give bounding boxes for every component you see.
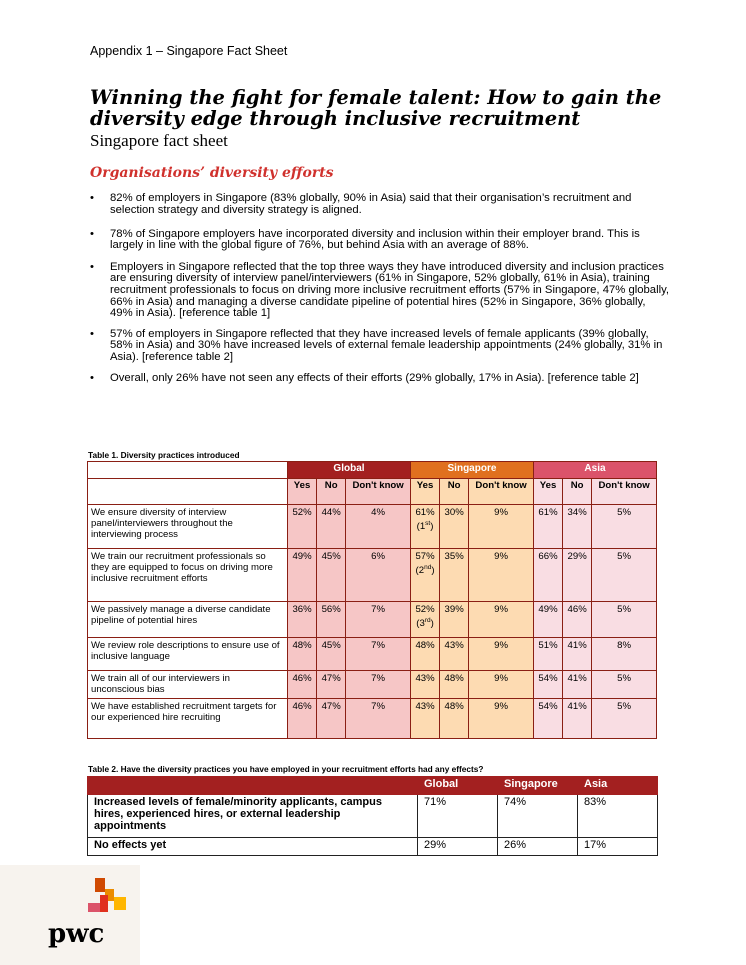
table2-corner — [88, 777, 418, 795]
table-row — [88, 602, 657, 638]
table-cell: 17% — [578, 838, 658, 856]
table-cell: 44% — [317, 505, 346, 549]
bullet-text: Employers in Singapore reflected that the top three ways they have introduced diversity and inclusion practices are ensuring diversity of interview panel/interviewers (61% in Singapore, 52% globally, 61% in Asia), training recruitment professionals to focus on driving more inclusive recruitment efforts (57% in Singapore, 47% globally, 66% in Asia) and managing a diverse candidate pipeline of potential hires (52% in Singapore, 36% globally, 49% in Asia). [reference table 1] — [110, 260, 670, 320]
table-cell: 54% — [533, 671, 562, 699]
table-cell: 39% — [440, 602, 469, 638]
table1-subheader: Yes — [533, 479, 562, 505]
bullet-list — [90, 193, 670, 397]
table-cell: 9% — [469, 505, 534, 549]
rank-text: (2 — [415, 565, 425, 577]
table-cell: 66% — [533, 549, 562, 602]
table2-header-singapore: Singapore — [498, 777, 578, 795]
table1-subheader: Yes — [410, 479, 439, 505]
table-cell: 71% — [418, 795, 498, 838]
table-cell: 43% — [410, 671, 439, 699]
table-cell: 8% — [592, 638, 657, 671]
bullet-text: 78% of Singapore employers have incorporated diversity and inclusion within their employer brand. This is largely in line with the global figure of 76%, but behind Asia with an average of 88%. — [110, 227, 640, 252]
table1-subheader: Don't know — [469, 479, 534, 505]
logo-block — [100, 895, 108, 912]
table-cell: 7% — [346, 699, 411, 739]
table-cell: 46% — [563, 602, 592, 638]
table-cell: 30% — [440, 505, 469, 549]
cell-value: 57% — [415, 551, 435, 562]
table-cell: 46% — [288, 699, 317, 739]
table1-subheader: No — [440, 479, 469, 505]
bullet-item — [90, 193, 670, 216]
table-cell: 48% — [410, 638, 439, 671]
table-cell: 52% — [288, 505, 317, 549]
bullet-text: 57% of employers in Singapore reflected that they have increased levels of female applicants (39% globally, 58% in Asia) and 30% have increased levels of external female leadership appointments (24% globally, 31% in Asia). [reference table 2] — [110, 327, 663, 364]
table1-corner-sub — [88, 479, 288, 505]
table-cell: 6% — [346, 549, 411, 602]
table-row — [88, 638, 657, 671]
table-cell: 9% — [469, 638, 534, 671]
row-label: No effects yet — [88, 838, 418, 856]
table-row — [88, 838, 658, 856]
table-cell — [410, 602, 439, 638]
table-row — [88, 671, 657, 699]
table1-caption: Table 1. Diversity practices introduced — [88, 450, 240, 460]
pwc-logo — [0, 865, 140, 965]
row-label: We have established recruitment targets for our experienced hire recruiting — [88, 699, 288, 739]
table-cell: 74% — [498, 795, 578, 838]
row-label: We train our recruitment professionals so they are equipped to focus on driving more inclusive recruitment efforts — [88, 549, 288, 602]
row-label: Increased levels of female/minority applicants, campus hires, experienced hires, or external leadership appointments — [88, 795, 418, 838]
table1-group-singapore: Singapore — [410, 462, 533, 479]
table-cell: 5% — [592, 505, 657, 549]
table1-subheader: No — [563, 479, 592, 505]
title-line-1: Winning the fight for female talent: How to gain the — [90, 86, 662, 109]
rank-text: (3 — [416, 618, 425, 630]
table-cell: 56% — [317, 602, 346, 638]
document-subtitle: Singapore fact sheet — [90, 131, 228, 150]
table1-subheader: No — [317, 479, 346, 505]
table1-corner — [88, 462, 288, 479]
rank-label — [417, 521, 434, 532]
document-title — [90, 87, 670, 129]
row-label: We passively manage a diverse candidate pipeline of potential hires — [88, 602, 288, 638]
table-cell: 5% — [592, 602, 657, 638]
rank-close: ) — [430, 618, 434, 630]
table-cell: 54% — [533, 699, 562, 739]
table-cell: 47% — [317, 671, 346, 699]
rank-close: ) — [431, 565, 435, 577]
table-cell: 49% — [288, 549, 317, 602]
table1-group-global: Global — [288, 462, 411, 479]
bullet-item — [90, 229, 670, 252]
table-row — [88, 795, 658, 838]
table-cell: 49% — [533, 602, 562, 638]
table-cell: 41% — [563, 638, 592, 671]
table2-header-asia: Asia — [578, 777, 658, 795]
table-cell — [410, 505, 439, 549]
table-cell: 26% — [498, 838, 578, 856]
rank-label — [416, 618, 434, 629]
rank-text: (1 — [416, 521, 426, 533]
bullet-icon: • — [90, 192, 94, 204]
table2-caption: Table 2. Have the diversity practices you have employed in your recruitment efforts had any effects? — [88, 764, 484, 774]
bullet-text: Overall, only 26% have not seen any effects of their efforts (29% globally, 17% in Asia). [reference table 2] — [110, 371, 639, 384]
table-cell: 45% — [317, 549, 346, 602]
table-cell: 51% — [533, 638, 562, 671]
table-row — [88, 505, 657, 549]
table-cell: 47% — [317, 699, 346, 739]
table-cell: 9% — [469, 699, 534, 739]
table-cell: 43% — [440, 638, 469, 671]
table-cell: 5% — [592, 671, 657, 699]
table-cell: 5% — [592, 549, 657, 602]
cell-value: 61% — [415, 507, 435, 518]
rank-label — [416, 565, 435, 576]
table-cell: 7% — [346, 638, 411, 671]
table-cell: 29% — [563, 549, 592, 602]
bullet-icon: • — [90, 260, 94, 273]
rank-suffix: nd — [424, 564, 432, 571]
table-cell: 7% — [346, 602, 411, 638]
table1-subheader: Don't know — [592, 479, 657, 505]
bullet-item — [90, 373, 670, 385]
table-cell: 35% — [440, 549, 469, 602]
bullet-icon: • — [90, 371, 94, 384]
table-row — [88, 549, 657, 602]
table-cell: 41% — [563, 699, 592, 739]
table-cell: 48% — [288, 638, 317, 671]
bullet-item — [90, 329, 670, 364]
cell-value: 52% — [415, 604, 435, 615]
table-cell: 36% — [288, 602, 317, 638]
effects-table — [87, 776, 658, 856]
rank-close: ) — [430, 521, 434, 533]
title-line-2: diversity edge through inclusive recruitment — [90, 107, 581, 130]
table-cell: 9% — [469, 602, 534, 638]
section-heading: Organisations’ diversity efforts — [90, 165, 334, 181]
table-cell — [410, 549, 439, 602]
table-cell: 43% — [410, 699, 439, 739]
table-cell: 61% — [533, 505, 562, 549]
logo-block — [114, 897, 126, 910]
row-label: We review role descriptions to ensure use of inclusive language — [88, 638, 288, 671]
bullet-item — [90, 262, 670, 320]
table-cell: 9% — [469, 549, 534, 602]
logo-block — [95, 878, 105, 892]
table-cell: 83% — [578, 795, 658, 838]
table1-subheader: Yes — [288, 479, 317, 505]
rank-suffix: rd — [424, 617, 431, 624]
table1-group-asia: Asia — [533, 462, 656, 479]
row-label: We train all of our interviewers in unconscious bias — [88, 671, 288, 699]
row-label: We ensure diversity of interview panel/interviewers throughout the interviewing process — [88, 505, 288, 549]
table-cell: 48% — [440, 699, 469, 739]
diversity-practices-table — [87, 461, 657, 739]
bullet-text: 82% of employers in Singapore (83% globally, 90% in Asia) said that their organisation’s recruitment and selection strategy and diversity strategy is aligned. — [110, 192, 632, 216]
bullet-icon: • — [90, 327, 94, 340]
table-cell: 4% — [346, 505, 411, 549]
table-cell: 7% — [346, 671, 411, 699]
appendix-label: Appendix 1 – Singapore Fact Sheet — [90, 44, 288, 58]
table-row — [88, 699, 657, 739]
logo-text: pwc — [48, 919, 105, 949]
table-cell: 34% — [563, 505, 592, 549]
table-cell: 9% — [469, 671, 534, 699]
table-cell: 48% — [440, 671, 469, 699]
bullet-icon: • — [90, 227, 94, 240]
table-cell: 46% — [288, 671, 317, 699]
table2-header-global: Global — [418, 777, 498, 795]
table-cell: 41% — [563, 671, 592, 699]
table-cell: 29% — [418, 838, 498, 856]
rank-suffix: st — [425, 520, 431, 527]
table1-subheader: Don't know — [346, 479, 411, 505]
table-cell: 45% — [317, 638, 346, 671]
table-cell: 5% — [592, 699, 657, 739]
